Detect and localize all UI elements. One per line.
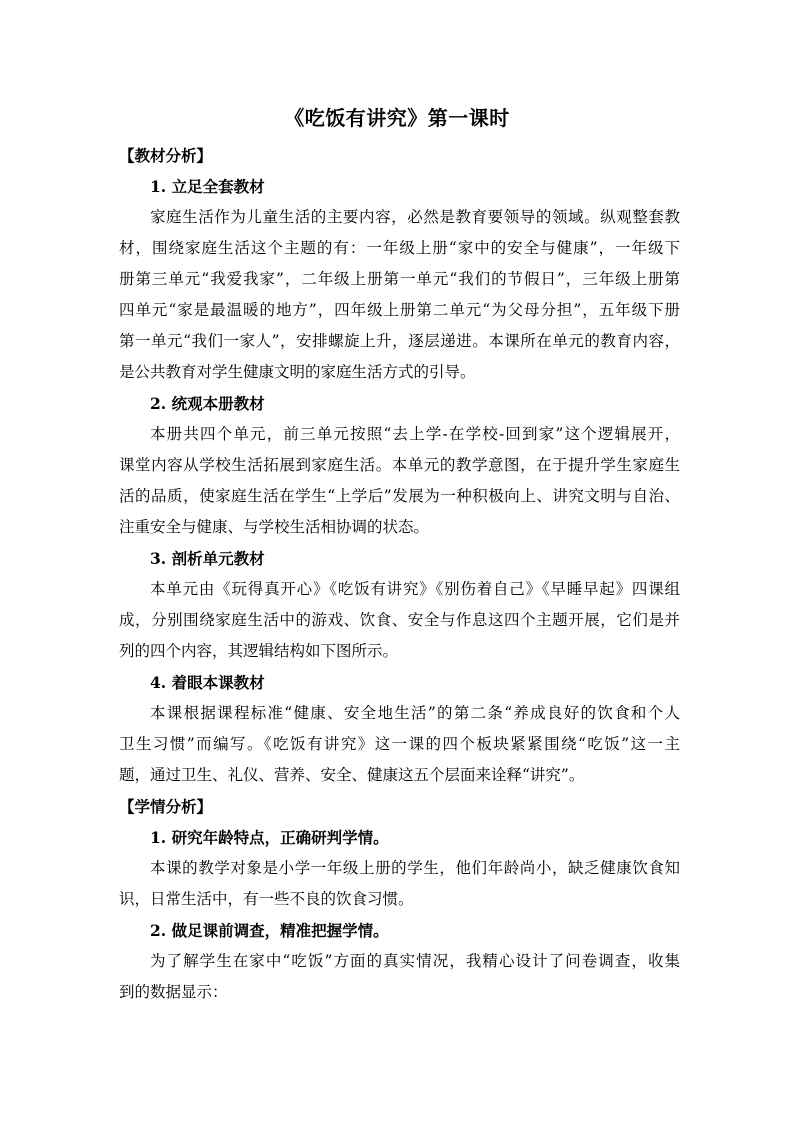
paragraph-line: 本单元由《玩得真开心》《吃饭有讲究》《别伤着自己》《早睡早起》四课组 [150,580,680,598]
paragraph-line: 题，通过卫生、礼仪、营养、安全、健康这五个层面来诠释“讲究”。 [119,766,585,784]
paragraph-line: 活的品质，使家庭生活在学生“上学后”发展为一种积极向上、讲究文明与自治、 [119,487,680,505]
subheading-t1: 1. 研究年龄特点，正确研判学情。 [150,828,389,847]
subheading-1: 1. 立足全套教材 [150,177,265,196]
subheading-t2: 2. 做足课前调查，精准把握学情。 [150,921,389,940]
paragraph-line: 家庭生活作为儿童生活的主要内容，必然是教育要领导的领域。纵观整套教 [150,208,680,226]
paragraph-line: 材，围绕家庭生活这个主题的有：一年级上册“家中的安全与健康”，一年级下 [119,239,680,257]
paragraph-line: 注重安全与健康、与学校生活相协调的状态。 [119,518,430,536]
paragraph-line: 课堂内容从学校生活拓展到家庭生活。本单元的教学意图，在于提升学生家庭生 [119,456,680,474]
paragraph-line: 卫生习惯”而编写。《吃饭有讲究》这一课的四个板块紧紧围绕“吃饭”这一主 [119,735,680,753]
paragraph-line: 成，分别围绕家庭生活中的游戏、饮食、安全与作息这四个主题开展，它们是并 [119,611,680,629]
document-body [119,140,680,1008]
paragraph-line: 册第三单元“我爱我家”，二年级上册第一单元“我们的节假日”，三年级上册第 [119,270,680,288]
document-title: 《吃饭有讲究》第一课时 [284,106,510,130]
subheading-2: 2. 统观本册教材 [150,394,265,413]
paragraph-line: 本册共四个单元，前三单元按照“去上学-在学校-回到家”这个逻辑展开， [150,425,680,443]
subheading-3: 3. 剖析单元教材 [150,549,265,568]
paragraph-line: 本课根据课程标准“健康、安全地生活”的第二条“养成良好的饮食和个人 [150,704,680,722]
section-heading-textbook-analysis: 【教材分析】 [119,146,213,165]
paragraph-line: 第一单元“我们一家人”，安排螺旋上升，逐层递进。本课所在单元的教育内容， [119,332,680,350]
subheading-4: 4. 着眼本课教材 [150,673,265,692]
paragraph-line: 本课的教学对象是小学一年级上册的学生，他们年龄尚小，缺乏健康饮食知 [150,859,680,877]
paragraph-line: 到的数据显示： [119,983,228,1001]
paragraph-line: 识，日常生活中，有一些不良的饮食习惯。 [119,890,414,908]
paragraph-line: 是公共教育对学生健康文明的家庭生活方式的引导。 [119,363,476,381]
paragraph-line: 为了解学生在家中“吃饭”方面的真实情况，我精心设计了问卷调查，收集 [150,952,680,970]
section-heading-student-analysis: 【学情分析】 [119,797,213,816]
paragraph-line: 四单元“家是最温暖的地方”，四年级上册第二单元“为父母分担”，五年级下册 [119,301,680,319]
paragraph-line: 列的四个内容，其逻辑结构如下图所示。 [119,642,399,660]
